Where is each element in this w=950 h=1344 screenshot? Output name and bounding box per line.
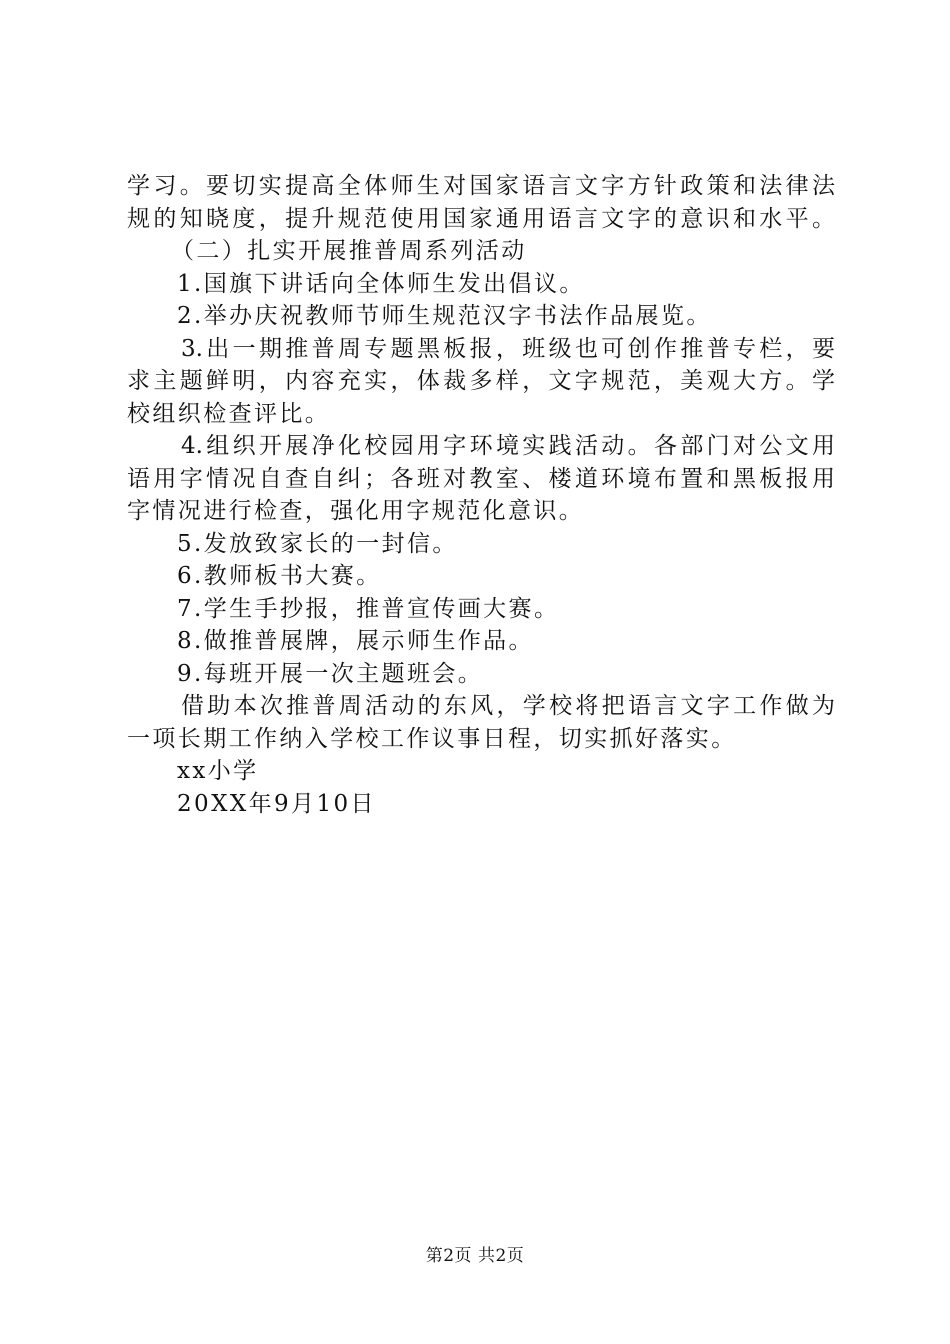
list-item: 8.做推普展牌，展示师生作品。 bbox=[177, 628, 534, 654]
paragraph-line: 求主题鲜明，内容充实，体裁多样，文字规范，美观大方。学 bbox=[127, 368, 835, 394]
list-item: 9.每班开展一次主题班会。 bbox=[177, 660, 484, 687]
paragraph-line: 借助本次推普周活动的东风，学校将把语言文字工作做为 bbox=[181, 693, 835, 719]
list-item: 2.举办庆祝教师节师生规范汉字书法作品展览。 bbox=[177, 303, 712, 329]
signature-date: 20XX年9月10日 bbox=[177, 790, 376, 817]
paragraph-line: 一项长期工作纳入学校工作议事日程，切实抓好落实。 bbox=[127, 725, 737, 752]
paragraph-line: 校组织检查评比。 bbox=[127, 400, 331, 427]
list-item: 3.出一期推普周专题黑板报，班级也可创作推普专栏，要 bbox=[181, 335, 835, 362]
document-body bbox=[127, 170, 835, 820]
list-item: 6.教师板书大赛。 bbox=[177, 563, 382, 589]
list-item: 1.国旗下讲话向全体师生发出倡议。 bbox=[177, 270, 585, 297]
paragraph-line: 语用字情况自查自纠；各班对教室、楼道环境布置和黑板报用 bbox=[127, 465, 835, 492]
list-item: 5.发放致家长的一封信。 bbox=[177, 530, 458, 557]
section-heading: （二）扎实开展推普周系列活动 bbox=[171, 238, 527, 264]
signature-school: xx小学 bbox=[177, 758, 259, 784]
paragraph-line: 字情况进行检查，强化用字规范化意识。 bbox=[127, 498, 585, 524]
list-item: 4.组织开展净化校园用字环境实践活动。各部门对公文用 bbox=[181, 433, 835, 459]
paragraph-line: 学习。要切实提高全体师生对国家语言文字方针政策和法律法 bbox=[127, 173, 835, 199]
paragraph-line: 规的知晓度，提升规范使用国家通用语言文字的意识和水平。 bbox=[127, 205, 835, 232]
list-item: 7.学生手抄报，推普宣传画大赛。 bbox=[177, 595, 560, 622]
page-footer: 第2页 共2页 bbox=[425, 1246, 525, 1266]
